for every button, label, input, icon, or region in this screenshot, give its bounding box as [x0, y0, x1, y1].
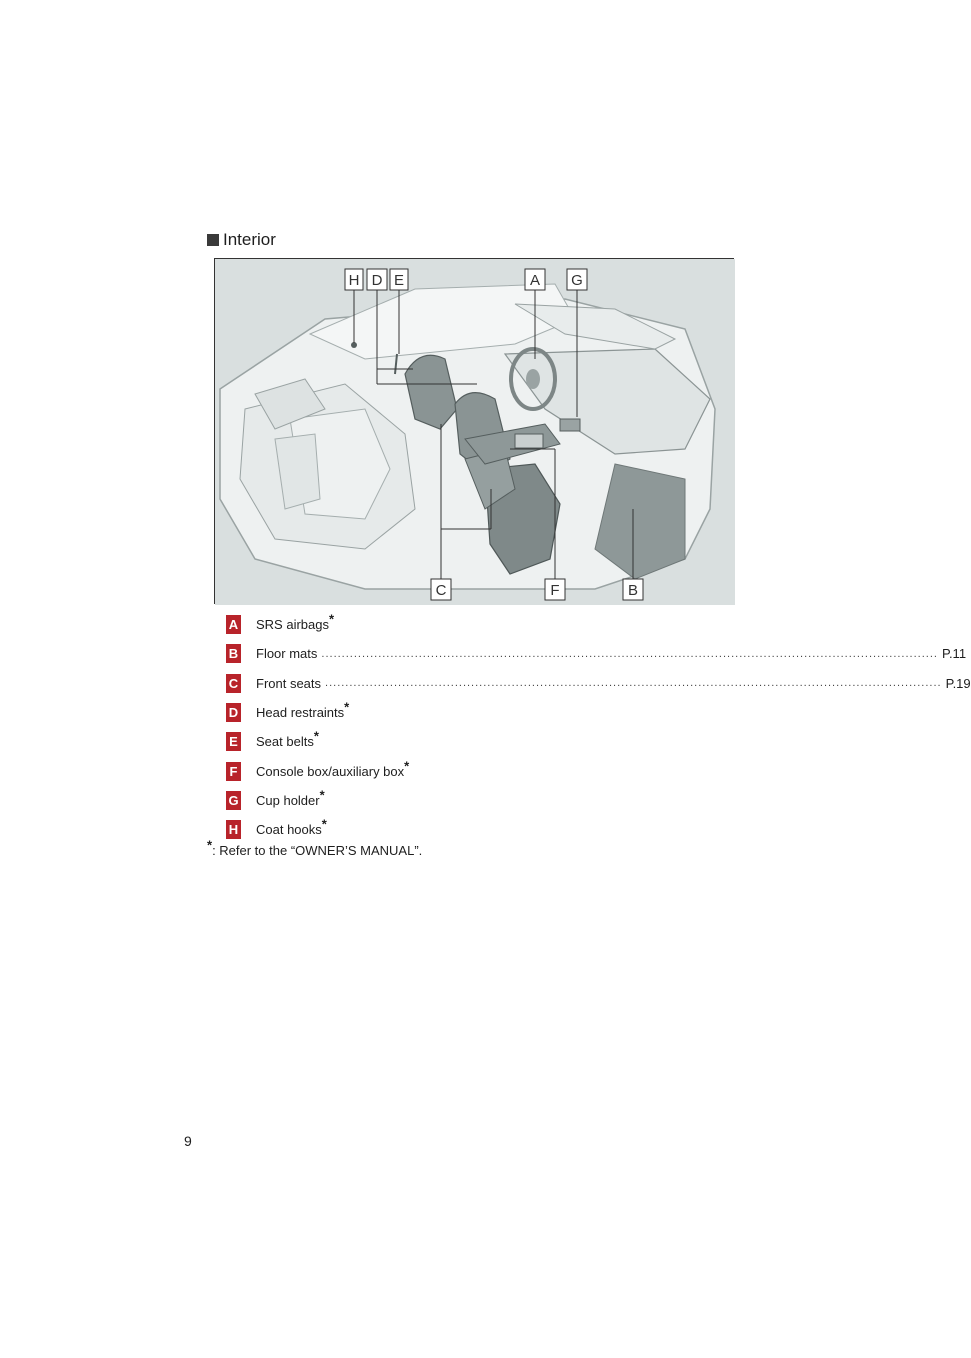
dot-leader: ........................................................................................................................................................: [321, 647, 938, 660]
legend-label: Floor mats: [256, 646, 318, 662]
legend-item-front-seats: [226, 669, 971, 698]
legend-letter-a: A: [226, 615, 241, 634]
interior-drawing: [215, 259, 735, 605]
callout-g: G: [571, 272, 583, 289]
legend-label: SRS airbags: [256, 617, 329, 633]
callout-b: B: [627, 582, 639, 599]
legend-letter-e: E: [226, 732, 241, 751]
legend-item-floor-mats: [226, 639, 967, 668]
asterisk-mark: *: [344, 699, 350, 715]
callout-f: F: [550, 582, 560, 599]
section-title: Interior: [223, 230, 276, 249]
footnote-asterisk: *: [207, 837, 213, 853]
legend-item-seat-belts: [226, 727, 718, 756]
interior-illustration: [214, 258, 734, 604]
callout-e: E: [393, 272, 405, 289]
legend-label: Cup holder: [256, 792, 320, 808]
callout-c: C: [435, 582, 447, 599]
legend-item-srs-airbags: [226, 610, 718, 639]
footnote-text: : Refer to the “OWNER’S MANUAL”.: [212, 843, 423, 858]
asterisk-mark: *: [319, 787, 325, 803]
asterisk-mark: *: [313, 729, 319, 744]
section-heading: [207, 229, 276, 251]
page-reference-link[interactable]: P.19: [945, 675, 971, 691]
legend-item-head-restraints: [226, 698, 718, 727]
callout-d: D: [371, 272, 383, 289]
asterisk-mark: *: [404, 758, 410, 774]
page-reference-link[interactable]: P.11: [941, 646, 967, 662]
legend-label: Console box/auxiliary box: [256, 763, 405, 779]
callout-h: H: [348, 272, 360, 289]
legend-list: [226, 610, 971, 844]
page-number: 9: [184, 1133, 192, 1149]
callout-a: A: [529, 272, 541, 289]
dot-leader: ........................................................................................................................................................: [325, 677, 942, 690]
footnote: [207, 837, 423, 858]
heading-square-icon: [207, 234, 219, 246]
legend-label: Front seats: [256, 675, 322, 691]
legend-letter-c: C: [226, 674, 241, 693]
legend-item-coat-hooks: [226, 815, 718, 844]
legend-letter-f: F: [226, 762, 241, 781]
legend-letter-d: D: [226, 703, 241, 722]
asterisk-mark: *: [328, 611, 335, 627]
legend-letter-b: B: [226, 644, 241, 663]
legend-item-cup-holder: [226, 786, 718, 815]
legend-letter-g: G: [226, 791, 241, 810]
asterisk-mark: *: [321, 816, 327, 832]
legend-label: Head restraints: [256, 705, 345, 721]
legend-letter-h: H: [226, 820, 241, 839]
legend-label: Coat hooks: [256, 822, 322, 838]
legend-label: Seat belts: [256, 734, 314, 750]
legend-item-console-box: [226, 756, 718, 785]
